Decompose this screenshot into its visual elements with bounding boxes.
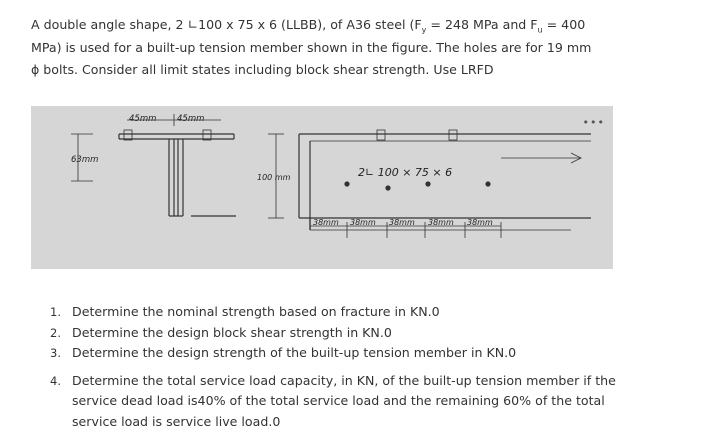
question-number: 2. xyxy=(50,325,61,340)
spacing-label-2: 38mm xyxy=(350,218,376,227)
intro-part3: = 400 xyxy=(542,17,586,32)
question-list xyxy=(50,302,650,432)
intro-line2: MPa) is used for a built-up tension member shown in the figure. The holes are for 19 mm xyxy=(31,39,592,55)
question-text: Determine the nominal strength based on fracture in KN.0 xyxy=(72,304,440,319)
problem-figure xyxy=(31,106,613,269)
question-text: Determine the design strength of the built-up tension member in KN.0 xyxy=(72,345,517,360)
figure-drawing xyxy=(31,106,613,269)
spacing-label-5: 38mm xyxy=(467,218,493,227)
fu-subscript: u xyxy=(537,25,543,35)
question-number: 4. xyxy=(50,373,61,388)
question-text: Determine the design block shear strength in KN.0 xyxy=(72,324,392,340)
spacing-label-3: 38mm xyxy=(389,218,415,227)
question-item xyxy=(50,323,650,344)
dim-height-label: 100 mm xyxy=(257,173,291,182)
intro-line3: ϕ bolts. Consider all limit states including block shear strength. Use LRFD xyxy=(31,62,494,77)
question-number: 1. xyxy=(50,305,61,319)
problem-statement xyxy=(31,14,631,82)
dim-left-label: 63mm xyxy=(71,155,99,165)
double-angle-section xyxy=(71,114,236,216)
dim-top-2-label: 45mm xyxy=(177,114,205,124)
spacing-label-4: 38mm xyxy=(428,218,454,227)
question-item xyxy=(50,302,650,323)
fy-subscript: y xyxy=(421,25,427,35)
dim-top-1-label: 45mm xyxy=(129,114,157,124)
intro-part1: A double angle shape, 2 ∟100 x 75 x 6 (LLBB), of A36 steel (F xyxy=(31,17,422,32)
question-number: 3. xyxy=(50,346,61,360)
more-horizontal-icon[interactable]: ••• xyxy=(582,116,605,129)
intro-part2: = 248 MPa and F xyxy=(426,17,538,32)
question-item xyxy=(50,343,650,364)
section-label: 2∟ 100 × 75 × 6 xyxy=(358,166,453,179)
question-text: Determine the total service load capacity, in KN, of the built-up tension member if the service dead load is40% of the total service load and the remaining 60% of the total service load is service live load.0 xyxy=(72,372,616,429)
spacing-label-1: 38mm xyxy=(313,218,339,227)
question-item xyxy=(50,371,650,433)
